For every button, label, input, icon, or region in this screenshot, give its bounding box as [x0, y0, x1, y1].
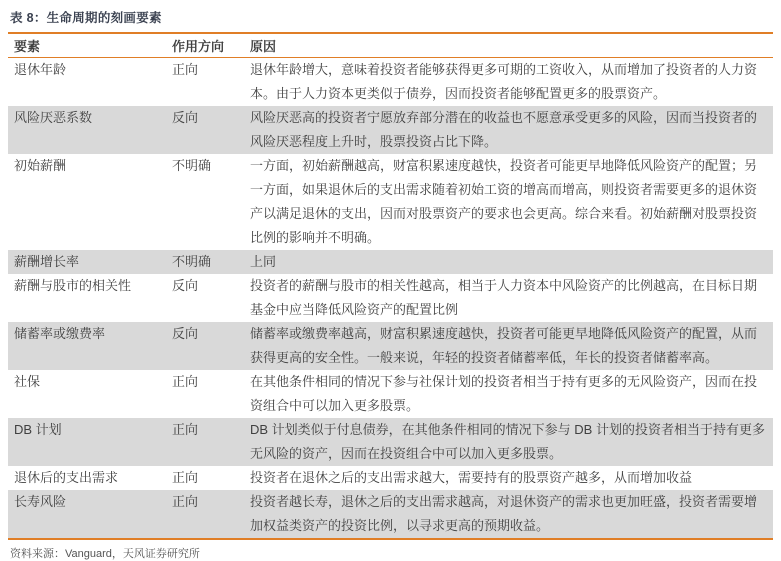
cell-reason: DB 计划类似于付息债券，在其他条件相同的情况下参与 DB 计划的投资者相当于持有更多无风险的资产，因而在投资组合中可以加入更多股票。: [250, 422, 765, 461]
table-row: [8, 490, 773, 539]
cell-reason: 风险厌恶高的投资者宁愿放弃部分潜在的收益也不愿意承受更多的风险，因而当投资者的风险厌恶程度上升时，股票投资占比下降。: [250, 110, 758, 149]
cell-direction: 正向: [172, 422, 199, 437]
cell-direction: 正向: [172, 494, 199, 509]
column-header-direction: 作用方向: [172, 33, 250, 58]
table-row: [8, 106, 773, 154]
column-header-element: 要素: [8, 33, 172, 58]
cell-reason: 上同: [250, 254, 277, 269]
table-row: [8, 274, 773, 322]
table-row: [8, 418, 773, 466]
cell-direction: 正向: [172, 374, 199, 389]
table-row: [8, 154, 773, 250]
cell-element: 退休年龄: [14, 62, 67, 77]
table-row: [8, 370, 773, 418]
cell-direction: 不明确: [172, 254, 212, 269]
cell-direction: 正向: [172, 470, 199, 485]
table-row: [8, 250, 773, 274]
cell-direction: 不明确: [172, 158, 212, 173]
column-header-reason: 原因: [250, 33, 773, 58]
cell-reason: 投资者越长寿，退休之后的支出需求越高，对退休资产的需求也更加旺盛，投资者需要增加权益类资产的投资比例，以寻求更高的预期收益。: [250, 494, 758, 533]
table-row: [8, 466, 773, 490]
lifecycle-factors-table: [8, 32, 773, 540]
cell-element: 薪酬增长率: [14, 254, 80, 269]
table-row: [8, 322, 773, 370]
cell-direction: 反向: [172, 326, 199, 341]
table-row: [8, 58, 773, 107]
cell-reason: 一方面，初始薪酬越高，财富积累速度越快，投资者可能更早地降低风险资产的配置；另一方面，如果退休后的支出需求随着初始工资的增高而增高，则投资者需要更多的退休资产以满足退休的支出，因而对股票资产的要求也会更高。综合来看。初始薪酬对股票投资比例的影响并不明确。: [250, 158, 758, 245]
cell-element: 初始薪酬: [14, 158, 67, 173]
table-title: 表 8：生命周期的刻画要素: [10, 11, 162, 25]
cell-reason: 退休年龄增大，意味着投资者能够获得更多可期的工资收入，从而增加了投资者的人力资本。由于人力资本更类似于债券，因而投资者能够配置更多的股票资产。: [250, 62, 758, 101]
cell-reason: 在其他条件相同的情况下参与社保计划的投资者相当于持有更多的无风险资产，因而在投资组合中可以加入更多股票。: [250, 374, 758, 413]
cell-element: 风险厌恶系数: [14, 110, 93, 125]
source-note: 资料来源：Vanguard，天风证券研究所: [10, 548, 200, 560]
cell-element: 退休后的支出需求: [14, 470, 119, 485]
cell-direction: 反向: [172, 110, 199, 125]
cell-element: 储蓄率或缴费率: [14, 326, 106, 341]
cell-direction: 反向: [172, 278, 199, 293]
cell-direction: 正向: [172, 62, 199, 77]
cell-reason: 投资者在退休之后的支出需求越大，需要持有的股票资产越多，从而增加收益: [250, 470, 693, 485]
cell-element: 薪酬与股市的相关性: [14, 278, 132, 293]
cell-reason: 投资者的薪酬与股市的相关性越高，相当于人力资本中风险资产的比例越高，在目标日期基金中应当降低风险资产的配置比例: [250, 278, 758, 317]
cell-element: DB 计划: [14, 422, 62, 437]
cell-element: 社保: [14, 374, 41, 389]
table-header: [8, 33, 773, 58]
header-row: [8, 33, 773, 58]
table-body: [8, 58, 773, 540]
cell-element: 长寿风险: [14, 494, 67, 509]
cell-reason: 储蓄率或缴费率越高，财富积累速度越快，投资者可能更早地降低风险资产的配置，从而获得更高的安全性。一般来说，年轻的投资者储蓄率低，年长的投资者储蓄率高。: [250, 326, 758, 365]
